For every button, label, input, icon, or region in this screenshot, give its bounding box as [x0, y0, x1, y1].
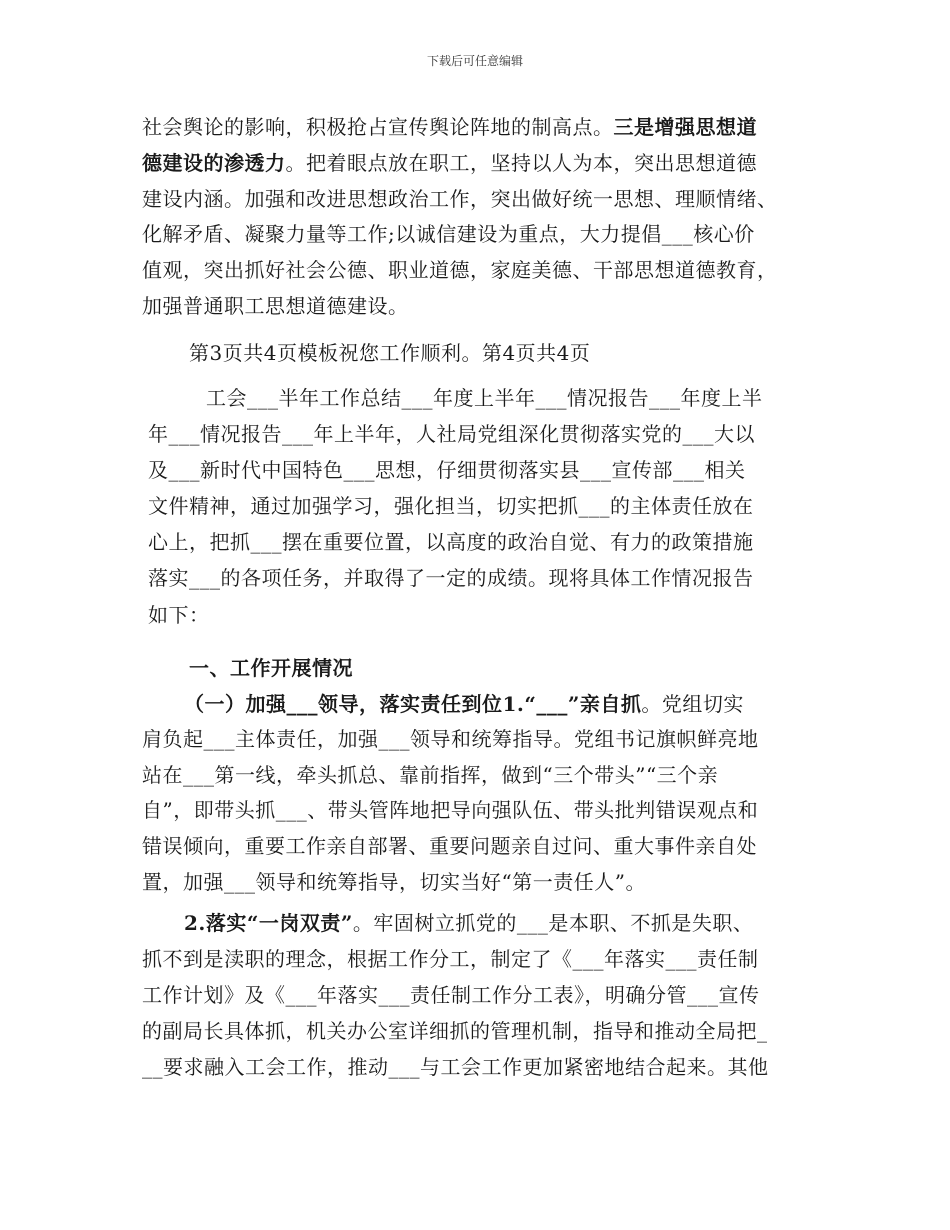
text-run: 。把着眼点放在职工，坚持以人为本，突出思想道德: [285, 150, 757, 175]
bold-run: 2.落实“一岗双责”: [184, 911, 353, 935]
text-line: 的副局长具体抓，机关办公室详细抓的管理机制，指导和推动全局把_: [142, 1019, 768, 1043]
text-line: 工会___半年工作总结___年度上半年___情况报告___年度上半: [206, 386, 763, 410]
text-line: [142, 146, 832, 182]
section-heading: 一、工作开展情况: [189, 656, 353, 680]
text-run: 。牢固树立抓党的___是本职、不抓是失职、: [352, 911, 754, 935]
text-line: 错误倾向，重要工作亲自部署、重要问题亲自过问、重大事件亲自处: [142, 833, 757, 858]
paragraph-intro: [148, 380, 838, 633]
paragraph-dual-duty: [142, 905, 832, 1085]
text-line: 工作计划》及《___年落实___责任制工作分工表》，明确分管___宣传: [142, 983, 760, 1007]
text-line: 置，加强___领导和统筹指导，切实当好“第一责任人”。: [142, 869, 646, 894]
page-header: 下载后可任意编辑: [426, 54, 523, 68]
text-line: 自”，即带头抓___、带头管阵地把导向强队伍、带头批判错误观点和: [142, 798, 759, 823]
text-line: 肩负起___主体责任，加强___领导和统筹指导。党组书记旗帜鲜亮地: [142, 727, 759, 752]
text-line: 加强普通职工思想道德建设。: [142, 293, 409, 318]
text-line: 文件精神，通过加强学习，强化担当，切实把抓___的主体责任放在: [148, 494, 754, 519]
text-line: [142, 687, 832, 723]
text-line: 抓不到是渎职的理念，根据工作分工，制定了《___年落实___责任制: [142, 947, 759, 971]
text-line: __要求融入工会工作，推动___与工会工作更加紧密地结合起来。其他: [142, 1055, 769, 1079]
text-line: 心上，把抓___摆在重要位置，以高度的政治自觉、有力的政策措施: [148, 530, 754, 555]
text-run: 。党组切实: [641, 691, 744, 716]
text-line: 如下：: [148, 602, 210, 627]
paragraph-ideology: [142, 110, 832, 325]
text-line: [142, 905, 832, 941]
text-line: 值观，突出抓好社会公德、职业道德，家庭美德、干部思想道德教育，: [142, 258, 778, 283]
text-line: 化解矛盾、凝聚力量等工作;以诚信建设为重点，大力提倡___核心价: [142, 222, 755, 247]
bold-run: 德建设的渗透力: [142, 150, 286, 175]
text-line: 及___新时代中国特色___思想，仔细贯彻落实县___宣传部___相关: [148, 458, 746, 483]
bold-run: 三是增强思想道: [613, 115, 757, 139]
page-count-text: 第3页共4页模板祝您工作顺利。第4页共4页: [189, 341, 591, 365]
paragraph-work-progress: [142, 651, 832, 900]
text-line: 年___情况报告___年上半年，人社局党组深化贯彻落实党的___大以: [148, 422, 755, 447]
text-line: [142, 110, 832, 146]
bold-run: （一）加强___领导，落实责任到位1.“___”亲自抓: [184, 691, 642, 716]
page-footer-note: [142, 335, 832, 371]
text-run: 社会舆论的影响，积极抢占宣传舆论阵地的制高点。: [142, 115, 614, 139]
text-line: 落实___的各项任务，并取得了一定的成绩。现将具体工作情况报告: [148, 566, 754, 591]
text-line: 建设内涵。加强和改进思想政治工作，突出做好统一思想、理顺情绪、: [142, 186, 778, 211]
text-line: 站在___第一线，牵头抓总、靠前指挥，做到“三个带头”“三个亲: [142, 762, 719, 787]
